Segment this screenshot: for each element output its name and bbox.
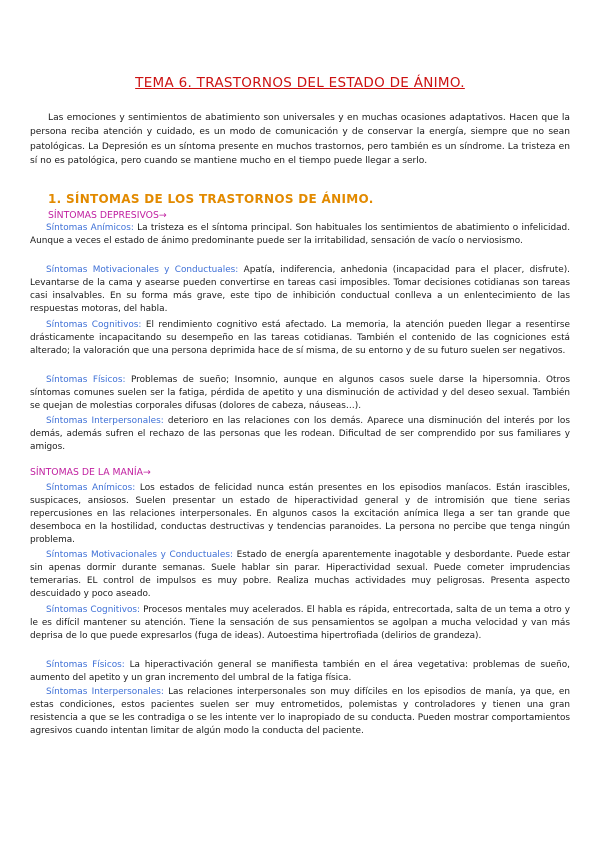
symptom-text: Estado de energía aparentemente inagotable y desbordante. Puede estar sin apenas dormir durante semanas. Suele hablar sin parar. Hiperactividad sexual. Puede cometer imprudencias temerarias. EL control de impulsos es muy pobre. Realiza muchas actividades muy peligrosas. Presenta aspecto descuidado y poco aseado. [30, 550, 570, 600]
mania-animicos [30, 482, 570, 547]
symptom-label: Síntomas Interpersonales: [46, 416, 164, 426]
mania-cognitivos [30, 604, 570, 643]
symptom-text: deterioro en las relaciones con los demás. Aparece una disminución del interés por los demás, además sufren el rechazo de las personas que les rodean. Dificultad de ser comprendido por sus familiares y amigos. [30, 416, 570, 453]
symptom-label: Síntomas Cognitivos: [46, 320, 142, 330]
mania-motivacionales [30, 549, 570, 601]
depresivos-cognitivos [30, 319, 570, 358]
section-heading: 1. SÍNTOMAS DE LOS TRASTORNOS DE ÁNIMO. [48, 192, 374, 206]
depresivos-animicos [30, 222, 570, 248]
page-title: TEMA 6. TRASTORNOS DEL ESTADO DE ÁNIMO. [135, 75, 465, 91]
symptom-text: La tristeza es el síntoma principal. Son habituales los sentimientos de abatimiento o infelicidad. Aunque a veces el estado de ánimo predominante puede ser la irritabilidad, sensación de vacío o nerviosismo. [30, 223, 571, 247]
symptom-label: Síntomas Anímicos: [46, 223, 134, 233]
intro-paragraph [30, 111, 570, 168]
symptom-text: Las relaciones interpersonales son muy difíciles en los episodios de manía, ya que, en estas condiciones, estos pacientes suelen ser muy entrometidos, polemistas y controladores y tienen una gran resistencia a que se les contradiga o se les intente ver lo inapropiado de su conducta. Pueden mostrar comportamientos agresivos cuando intentan limitar de algún modo la conducta del paciente. [30, 687, 570, 737]
symptom-label: Síntomas Físicos: [46, 660, 125, 670]
subheading-mania: SÍNTOMAS DE LA MANÍA→ [30, 467, 151, 478]
mania-interpersonales [30, 686, 570, 738]
symptom-label: Síntomas Anímicos: [46, 483, 136, 493]
symptom-label: Síntomas Cognitivos: [46, 605, 141, 615]
symptom-text: Apatía, indiferencia, anhedonia (incapacidad para el placer, disfrute). Levantarse de la cama y asearse pueden convertirse en tareas casi imposibles. Tomar decisiones cotidianas son tareas casi insalvables. En su forma más grave, este tipo de inhibición conductual conlleva a un enlentecimiento de las respuestas motoras, del habla. [30, 265, 570, 315]
symptom-label: Síntomas Motivacionales y Conductuales: [46, 265, 239, 275]
depresivos-interpersonales [30, 415, 570, 454]
symptom-text: La hiperactivación general se manifiesta también en el área vegetativa: problemas de sueño, aumento del apetito y un gran incremento del umbral de la fatiga física. [30, 660, 570, 684]
symptom-label: Síntomas Interpersonales: [46, 687, 164, 697]
subheading-depresivos: SÍNTOMAS DEPRESIVOS→ [48, 210, 167, 221]
symptom-label: Síntomas Motivacionales y Conductuales: [46, 550, 233, 560]
symptom-text: Problemas de sueño; Insomnio, aunque en algunos casos suele darse la hipersomnia. Otros síntomas comunes suelen ser la fatiga, pérdida de apetito y una disminución de actividad y del deseo sexual. También se quejan de molestias corporales difusas (dolores de cabeza, náuseas…). [30, 375, 570, 412]
depresivos-fisicos [30, 374, 570, 413]
symptom-text: Procesos mentales muy acelerados. El habla es rápida, entrecortada, salta de un tema a otro y le es difícil mantener su atención. Tiene la sensación de sus pensamientos se agolpan a mucha velocidad y van más deprisa de lo que puede expresarlos (fuga de ideas). Autoestima hipertrofiada (delirios de grandeza). [30, 605, 570, 642]
intro-text: Las emociones y sentimientos de abatimiento son universales y en muchas ocasiones adaptativos. Hacen que la persona reciba atención y cuidado, es un modo de comunicación y de conservar la energía, siempre que no sean patológicas. La Depresión es un síntoma presente en muchos trastornos, pero también es un síndrome. La tristeza en sí no es patológica, pero cuando se mantiene mucho en el tiempo puede llegar a serlo. [30, 113, 570, 166]
depresivos-motivacionales [30, 264, 570, 316]
symptom-text: Los estados de felicidad nunca están presentes en los episodios maníacos. Están irascibles, suspicaces, ansiosos. Suelen presentar un estado de hiperactividad general y de intromisión que tiene serias repercusiones en las relaciones interpersonales. En algunos casos la excitación anímica llega a ser tan grande que desemboca en la hostilidad, conductas destructivas y tendencias paranoides. La persona no percibe que tenga ningún problema. [30, 483, 571, 546]
symptom-text: El rendimiento cognitivo está afectado. La memoria, la atención pueden llegar a resentirse drásticamente incapacitando su desempeño en las tareas cotidianas. También el contenido de las cogniciones está alterado; la valoración que una persona deprimida hace de sí misma, de su entorno y de su futuro suelen ser negativos. [30, 320, 570, 357]
symptom-label: Síntomas Físicos: [46, 375, 126, 385]
mania-fisicos [30, 659, 570, 685]
